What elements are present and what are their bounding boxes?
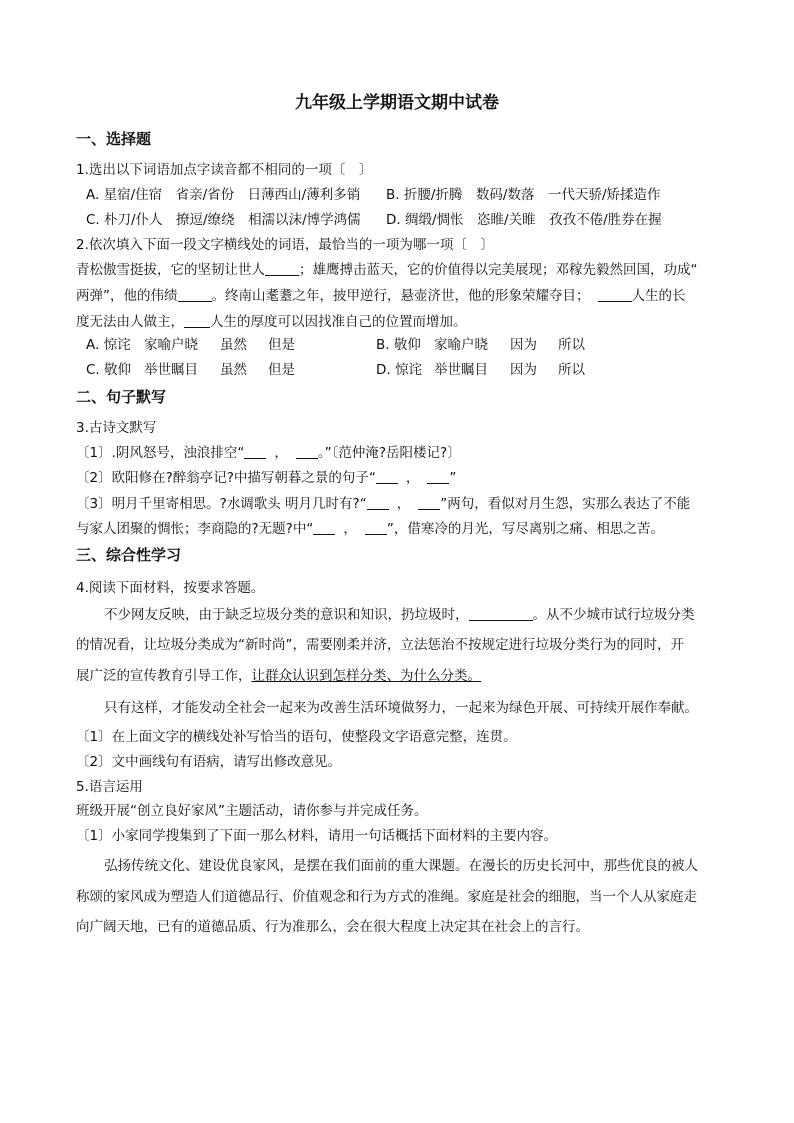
fill-blank [296, 444, 318, 459]
fill-blank [469, 606, 533, 621]
fill-blank [365, 520, 387, 535]
question-5-passage-line: 称颂的家风成为塑造人们道德品行、价值观念和行为方式的准绳。家庭是社会的细胞，当一个人从家庭走 [76, 889, 697, 905]
fill-blank [427, 469, 449, 484]
option-word: 家喻户晓 [144, 337, 198, 353]
question-2-passage-line: 度无法由人做主， 人生的厚度可以因找准自己的位置而增加。 [76, 314, 467, 330]
question-5-stem: 5.语言运用 [76, 779, 143, 795]
option-word: 家喻户晓 [434, 337, 488, 353]
fill-blank [367, 495, 389, 510]
question-2-stem: 2.依次填入下面一段文字横线处的词语，最恰当的一项为哪一项〔 〕 [76, 237, 494, 253]
option-word: 虽然 [220, 337, 247, 353]
question-2-passage-line: 青松傲雪挺拔，它的坚韧让世人 ；雄鹰搏击蓝天，它的价值得以完美展现；邓稼先毅然回国，功成“ [76, 262, 698, 278]
question-5-passage-line: 弘扬传统文化、建设优良家风，是摆在我们面前的重大课题。在漫长的历史长河中，那些优良的被人 [104, 858, 698, 874]
fill-blank [418, 495, 440, 510]
question-3-item-3-cont: 与家人团聚的惆怅；李商隐的?无题?中“ ， ”，借寒冷的月光，写尽离别之痛、相思之苦。 [76, 521, 664, 537]
section-heading-choice: 一、选择题 [76, 130, 152, 148]
fill-blank [178, 287, 212, 302]
question-3-item-2: 〔2〕欧阳修在?醉翁亭记?中描写朝暮之景的句子“ ， ” [76, 470, 457, 486]
question-3-item-1: 〔1〕.阴风怒号，浊浪排空“ ， 。”〔范仲淹?岳阳楼记?〕 [76, 445, 461, 461]
fill-blank [376, 469, 398, 484]
option-word: 虽然 [220, 362, 247, 378]
option-word: 但是 [268, 362, 295, 378]
fill-blank [265, 261, 299, 276]
section-heading-comprehensive: 三、综合性学习 [76, 546, 182, 564]
question-4-passage-line: 的情况看，让垃圾分类成为“新时尚”，需要刚柔并济，立法惩治不按规定进行垃圾分类行为的同时，开 [76, 637, 684, 653]
question-1-option-a: A. 星宿/住宿 省亲/省份 日薄西山/薄利多销 [86, 187, 361, 203]
option-word: C. 敬仰 [86, 362, 132, 378]
fill-blank [598, 287, 632, 302]
option-word: D. 惊诧 [376, 362, 422, 378]
question-5-intro: 班级开展“创立良好家风”主题活动，请你参与并完成任务。 [76, 803, 428, 819]
fill-blank [313, 520, 335, 535]
question-5-passage-line: 向广阔天地，已有的道德品质、行为准那么，会在很大程度上决定其在社会上的言行。 [76, 919, 589, 935]
question-4-passage-line: 展广泛的宣传教育引导工作，让群众认识到怎样分类、为什么分类。 [76, 668, 481, 684]
fill-blank [184, 313, 210, 328]
page-title: 九年级上学期语文期中试卷 [295, 93, 499, 113]
question-4-passage-line: 不少网友反映，由于缺乏垃圾分类的意识和知识，扔垃圾时， 。从不少城市试行垃圾分类 [104, 607, 695, 623]
question-4-stem: 4.阅读下面材料，按要求答题。 [76, 580, 265, 596]
option-word: 举世瞩目 [144, 362, 198, 378]
question-4-sub-2: 〔2〕文中画线句有语病，请写出修改意见。 [76, 754, 342, 770]
option-word: 因为 [510, 337, 537, 353]
option-word: 所以 [558, 337, 585, 353]
question-4-passage-line: 只有这样，才能发动全社会一起来为改善生活环境做努力，一起来为绿色开展、可持续开展作奉献。 [104, 700, 698, 716]
question-1-option-d: D. 绸缎/惆怅 恣睢/关睢 孜孜不倦/胜券在握 [386, 212, 662, 228]
option-word: 举世瞩目 [434, 362, 488, 378]
question-5-sub-1: 〔1〕小家同学搜集到了下面一那么材料，请用一句话概括下面材料的主要内容。 [76, 828, 558, 844]
section-heading-dictation: 二、句子默写 [76, 388, 167, 406]
option-word: 但是 [268, 337, 295, 353]
option-word: 因为 [510, 362, 537, 378]
underlined-sentence: 让群众认识到怎样分类、为什么分类。 [251, 668, 481, 684]
option-word: A. 惊诧 [86, 337, 131, 353]
question-1-stem: 1.选出以下词语加点字读音都不相同的一项〔 〕 [76, 162, 373, 178]
question-2-passage-line: 两弹”，他的伟绩 。终南山耄耋之年，披甲逆行，悬壶济世，他的形象荣耀夺目； 人生的长 [76, 288, 686, 304]
question-3-stem: 3.古诗文默写 [76, 420, 157, 436]
question-4-sub-1: 〔1〕在上面文字的横线处补写恰当的语句，使整段文字语意完整，连贯。 [76, 729, 517, 745]
option-word: 所以 [558, 362, 585, 378]
question-1-option-b: B. 折腰/折腾 数码/数落 一代天骄/矫揉造作 [386, 187, 661, 203]
option-word: B. 敬仰 [376, 337, 421, 353]
question-1-option-c: C. 朴刀/仆人 撩逗/缭绕 相濡以沫/博学鸿儒 [86, 212, 361, 228]
fill-blank [244, 444, 266, 459]
question-3-item-3: 〔3〕明月千里寄相思。?水调歌头 明月几时有?“ ， ”两句，看似对月生怨，实那么表达了不能 [76, 496, 691, 512]
